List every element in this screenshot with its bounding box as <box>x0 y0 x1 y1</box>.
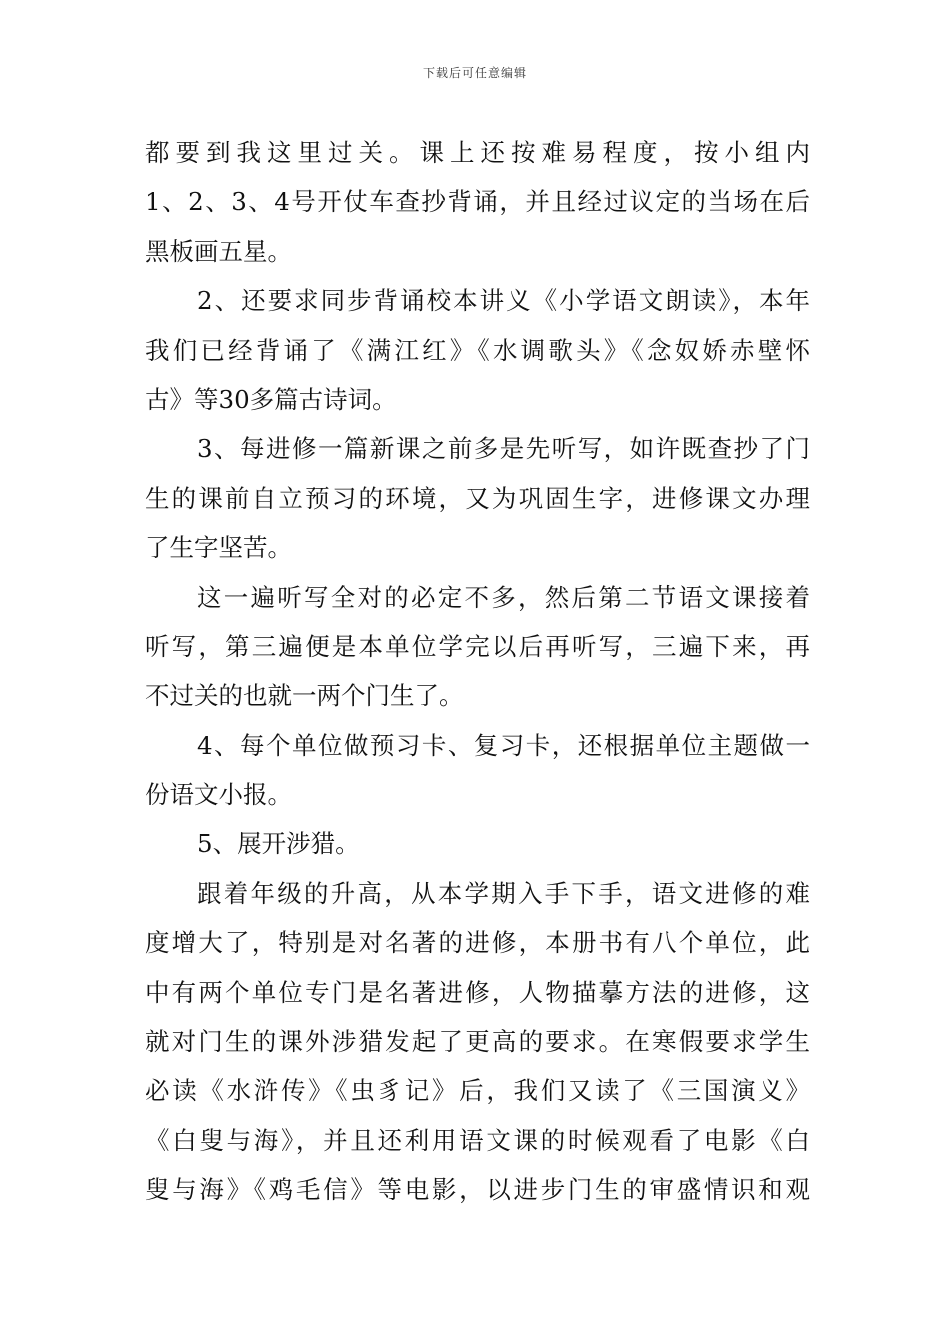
text-line: 古》等30多篇古诗词。 <box>145 384 397 414</box>
text-line: 4、每个单位做预习卡、复习卡，还根据单位主题做一 <box>197 730 810 760</box>
page-header: 下载后可任意编辑 <box>422 66 527 80</box>
text-line: 中有两个单位专门是名著进修，人物描摹方法的进修，这 <box>145 977 810 1007</box>
text-line: 度增大了，特别是对名著的进修，本册书有八个单位，此 <box>145 928 810 958</box>
text-line: 《白叟与海》，并且还利用语文课的时候观看了电影《白 <box>145 1125 810 1155</box>
text-line: 这一遍听写全对的必定不多，然后第二节语文课接着 <box>197 582 810 612</box>
text-line: 了生字坚苦。 <box>145 533 292 563</box>
text-line: 都要到我这里过关。课上还按难易程度，按小组内 <box>145 138 810 167</box>
text-line: 就对门生的课外涉猎发起了更高的要求。在寒假要求学生 <box>145 1027 810 1057</box>
text-line: 不过关的也就一两个门生了。 <box>145 681 464 711</box>
text-line: 听写，第三遍便是本单位学完以后再听写，三遍下来，再 <box>145 631 810 661</box>
text-line: 跟着年级的升高，从本学期入手下手，语文进修的难 <box>197 878 810 908</box>
text-line: 2、还要求同步背诵校本讲义《小学语文朗读》，本年 <box>197 286 810 316</box>
text-line: 叟与海》《鸡毛信》等电影，以进步门生的审盛情识和观 <box>145 1175 810 1205</box>
text-line: 必读《水浒传》《虫豸记》后，我们又读了《三国演义》 <box>145 1076 810 1106</box>
text-line: 1、2、3、4号开仗车查抄背诵，并且经过议定的当场在后 <box>145 187 810 217</box>
text-line: 份语文小报。 <box>145 780 292 810</box>
text-line: 黑板画五星。 <box>145 236 292 266</box>
text-line: 我们已经背诵了《满江红》《水调歌头》《念奴娇赤壁怀 <box>145 335 810 365</box>
text-line: 5、展开涉猎。 <box>197 829 360 859</box>
text-line: 生的课前自立预习的环境，又为巩固生字，进修课文办理 <box>145 483 810 513</box>
text-line: 3、每进修一篇新课之前多是先听写，如许既查抄了门 <box>197 434 810 464</box>
document-body <box>145 128 810 1215</box>
